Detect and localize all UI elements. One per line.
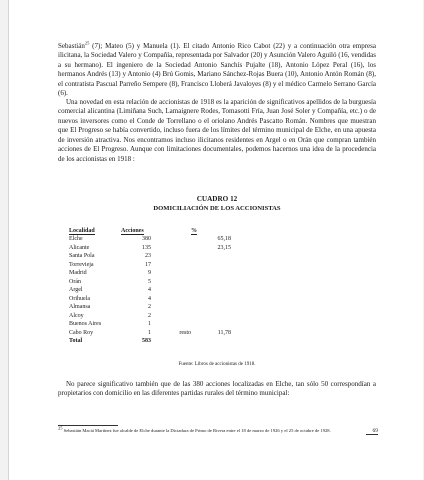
paragraph-2 <box>58 98 376 164</box>
footnote-text: Sebastián Maciá Martínez fue alcalde de Elche durante la Dictadura de Primo de Rivera entre el 18 de marzo de 1926 y el 25 de octubre de 1928. <box>63 428 331 433</box>
table-row: Buenos Aires 1 <box>69 321 151 327</box>
table-row: Madrid 9 <box>69 270 151 276</box>
column-header-acciones: Acciones <box>121 227 144 234</box>
column-header-percent: % <box>191 227 197 234</box>
paragraph-3 <box>58 380 376 399</box>
page-number: 69 <box>366 428 378 435</box>
table-row: Almansa 2 <box>69 304 151 310</box>
table-row: Santa Pola 23 <box>69 253 151 259</box>
footnote-divider <box>58 425 118 426</box>
paragraph-1-start: Sebastián <box>58 42 85 50</box>
table-row: Alicante 135 23,15 <box>69 244 231 251</box>
footnote-number: 25 <box>58 425 63 431</box>
table-row: Orihuela 4 <box>69 295 151 302</box>
footnote-reference: 25 <box>84 40 90 46</box>
table-subtitle: DOMICILIACIÓN DE LOS ACCIONISTAS <box>153 205 281 212</box>
table-row: Torrevieja 17 <box>69 261 151 268</box>
table-row: Alcoy 2 <box>69 312 151 319</box>
document-page <box>8 0 423 480</box>
column-header-localidad: Localidad <box>69 227 95 234</box>
paragraph-1-rest: (7); Mateo (5) y Manuela (1). El citado Antonio Rico Cabot (22) y a continuación otra empresa ilicitana, la Sociedad Valero y Compañía, representada por Salvador (20) y Asunción Valero Aguiló (16, vendidas a su hermano). El ingeniero de la Sociedad Antonio Sanchís Pujalte (18), Antonio López Peral (16), los hermanos Andrés (13) y Antonio (4) Brú Gomis, Mariano Sánchez-Rojas Buera (10), Antonio Antón Román (8), el contratista Pascual Parreño Sempere (8), Francisco Lloberá Javaloyes (8) y el médico Carmelo Serrano García (6). <box>58 42 376 98</box>
table-row: Elche 380 65,18 <box>69 236 231 242</box>
table-row: Cabo Roy 1 resto 11,78 <box>69 329 231 336</box>
table-header-row <box>69 226 231 235</box>
shareholders-table <box>69 226 231 346</box>
table-total-row: Total 583 <box>69 338 151 344</box>
table-row: Argel 4 <box>69 287 151 293</box>
paragraph-2-text: Una novedad en esta relación de accionistas de 1918 es la aparición de significativos apellidos de la burguesía comercial alicantina (Limiñana Such, Lamaignere Rodes, Tomasotti Fría, Juan José Soler y Compañía, etc.) o de nuevos inversores como el Conde de Torrellano o el oriolano Andrés Pascatto Román. Nombres que muestran que El Progreso se había convertido, incluso fuera de los límites del término municipal de Elche, en una apuesta de inversión atractiva. Nos encontramos incluso ilicitanos residentes en Argel o en Orán que compran también acciones de El Progreso. Aunque con limitaciones documentales, podemos hacernos una idea de la procedencia de los accionistas en 1918 : <box>58 98 376 163</box>
table-title: CUADRO 12 <box>196 195 238 203</box>
table-row: Orán 5 <box>69 278 151 285</box>
paragraph-1 <box>58 42 376 99</box>
paragraph-3-text: No parece significativo también que de las 380 acciones localizadas en Elche, tan sólo 50 correspondían a propietarios con domicilio en las diferentes partidas rurales del término municipal: <box>58 380 376 398</box>
footnote <box>58 425 368 434</box>
table-source: Fuente: Libros de accionistas de 1918. <box>178 362 256 367</box>
